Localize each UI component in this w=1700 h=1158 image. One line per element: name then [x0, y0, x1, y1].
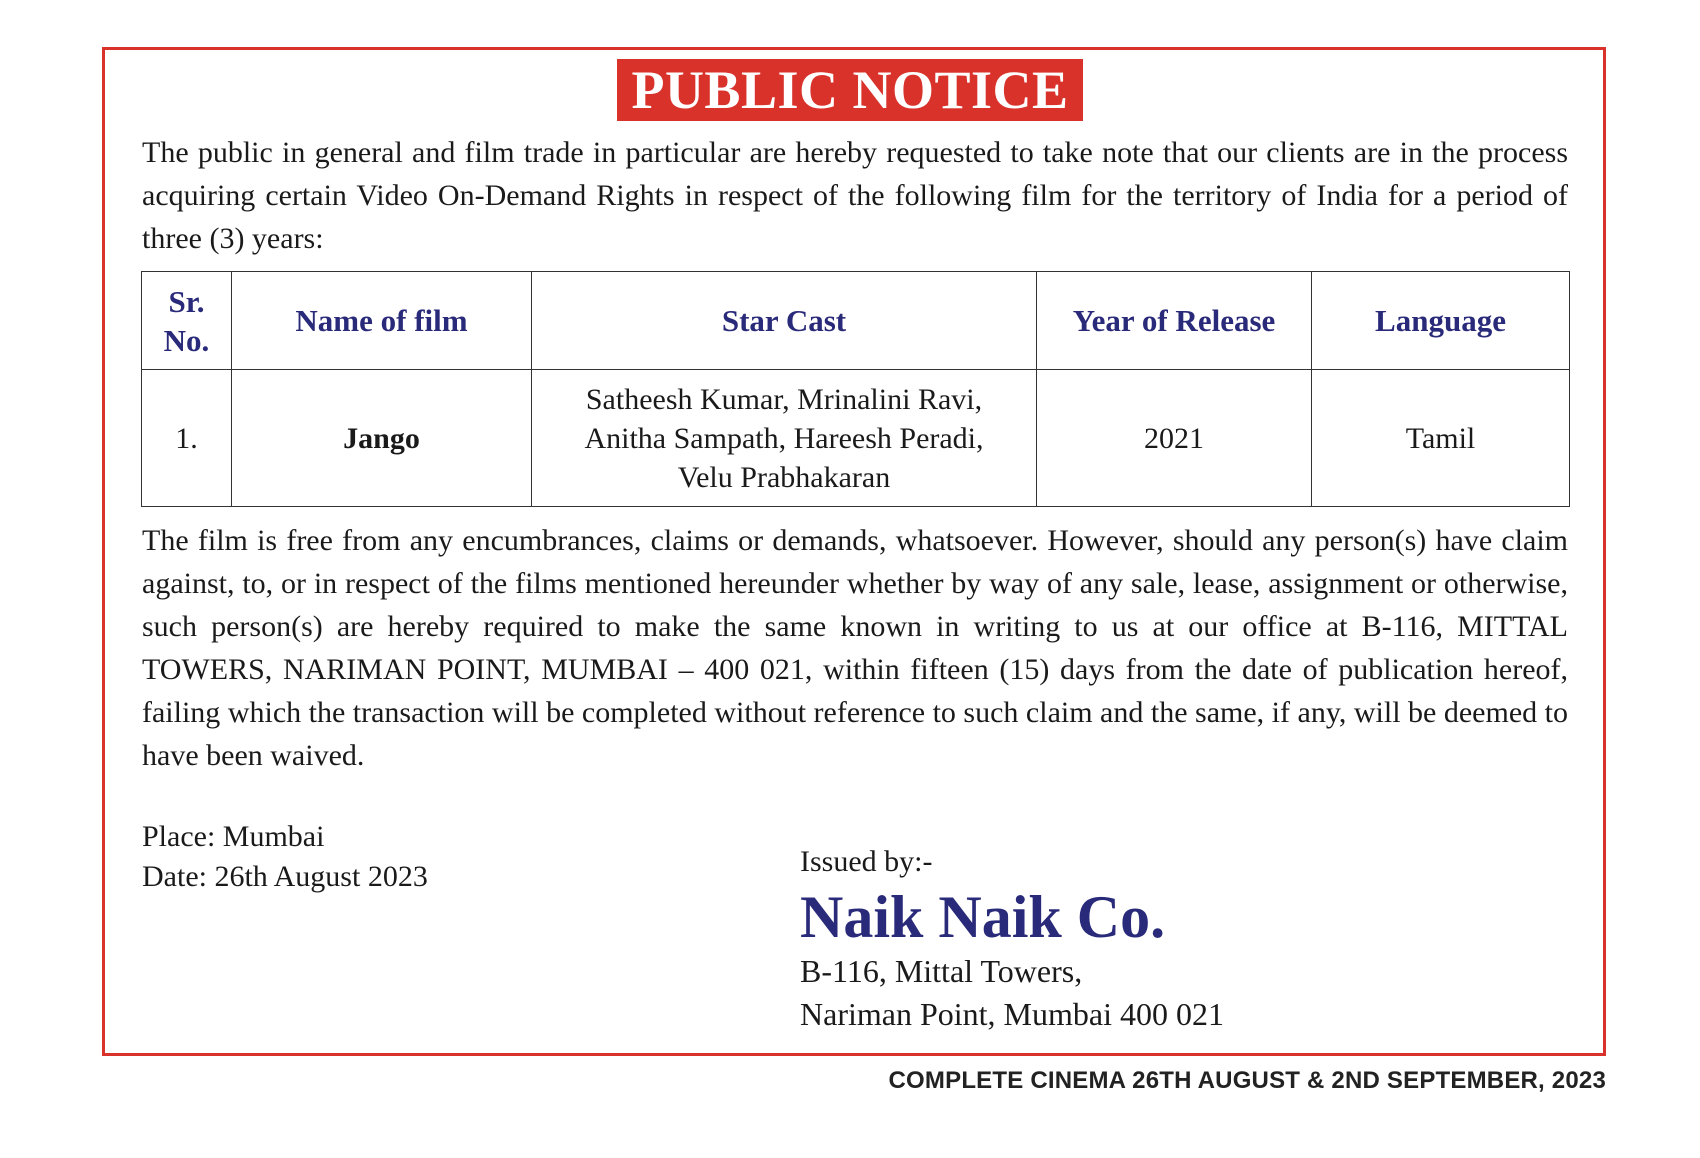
- date-text: Date: 26th August 2023: [142, 860, 428, 893]
- header-language: Language: [1312, 272, 1570, 370]
- address-line-1: B-116, Mittal Towers,: [800, 953, 1083, 989]
- header-film-name: Name of film: [232, 272, 532, 370]
- cell-sr-no: 1.: [142, 370, 232, 507]
- header-sr-no: [142, 272, 232, 370]
- cast-line: Velu Prabhakaran: [677, 460, 891, 494]
- film-table: [141, 271, 1570, 507]
- header-star-cast: Star Cast: [532, 272, 1037, 370]
- header-sr-line1: Sr.: [168, 283, 205, 319]
- issuer-block: [800, 842, 1224, 1036]
- place-date-block: [142, 817, 428, 897]
- title-container: [0, 59, 1700, 121]
- publication-footer: COMPLETE CINEMA 26TH AUGUST & 2ND SEPTEMBER, 2023: [888, 1067, 1606, 1094]
- cell-language: Tamil: [1312, 370, 1570, 507]
- address-line-2: Nariman Point, Mumbai 400 021: [800, 996, 1224, 1032]
- company-name: Naik Naik Co.: [800, 884, 1166, 950]
- place-text: Place: Mumbai: [142, 820, 325, 853]
- cell-film-name: Jango: [232, 370, 532, 507]
- table-header-row: [142, 272, 1570, 370]
- cell-year: 2021: [1037, 370, 1312, 507]
- issued-by-label: Issued by:-: [800, 845, 933, 878]
- body-paragraph: The film is free from any encumbrances, claims or demands, whatsoever. However, should any person(s) have claim against, to, or in respect of the films mentioned hereunder whether by way of any sale, lease, assignment or otherwise, such person(s) are hereby required to make the same known in writing to us at our office at B-116, MITTAL TOWERS, NARIMAN POINT, MUMBAI – 400 021, within fifteen (15) days from the date of publication hereof, failing which the transaction will be completed without reference to such claim and the same, if any, will be deemed to have been waived.: [142, 524, 1568, 772]
- header-sr-line2: No.: [163, 322, 210, 358]
- table-row: [142, 370, 1570, 507]
- cell-star-cast: [532, 370, 1037, 507]
- header-year: Year of Release: [1037, 272, 1312, 370]
- cast-line: Satheesh Kumar, Mrinalini Ravi,: [585, 382, 983, 416]
- intro-paragraph: The public in general and film trade in particular are hereby requested to take note that our clients are in the process acquiring certain Video On-Demand Rights in respect of the following film for the territory of India for a period of three (3) years:: [142, 136, 1568, 255]
- notice-title: PUBLIC NOTICE: [617, 59, 1082, 121]
- cast-line: Anitha Sampath, Hareesh Peradi,: [584, 421, 984, 455]
